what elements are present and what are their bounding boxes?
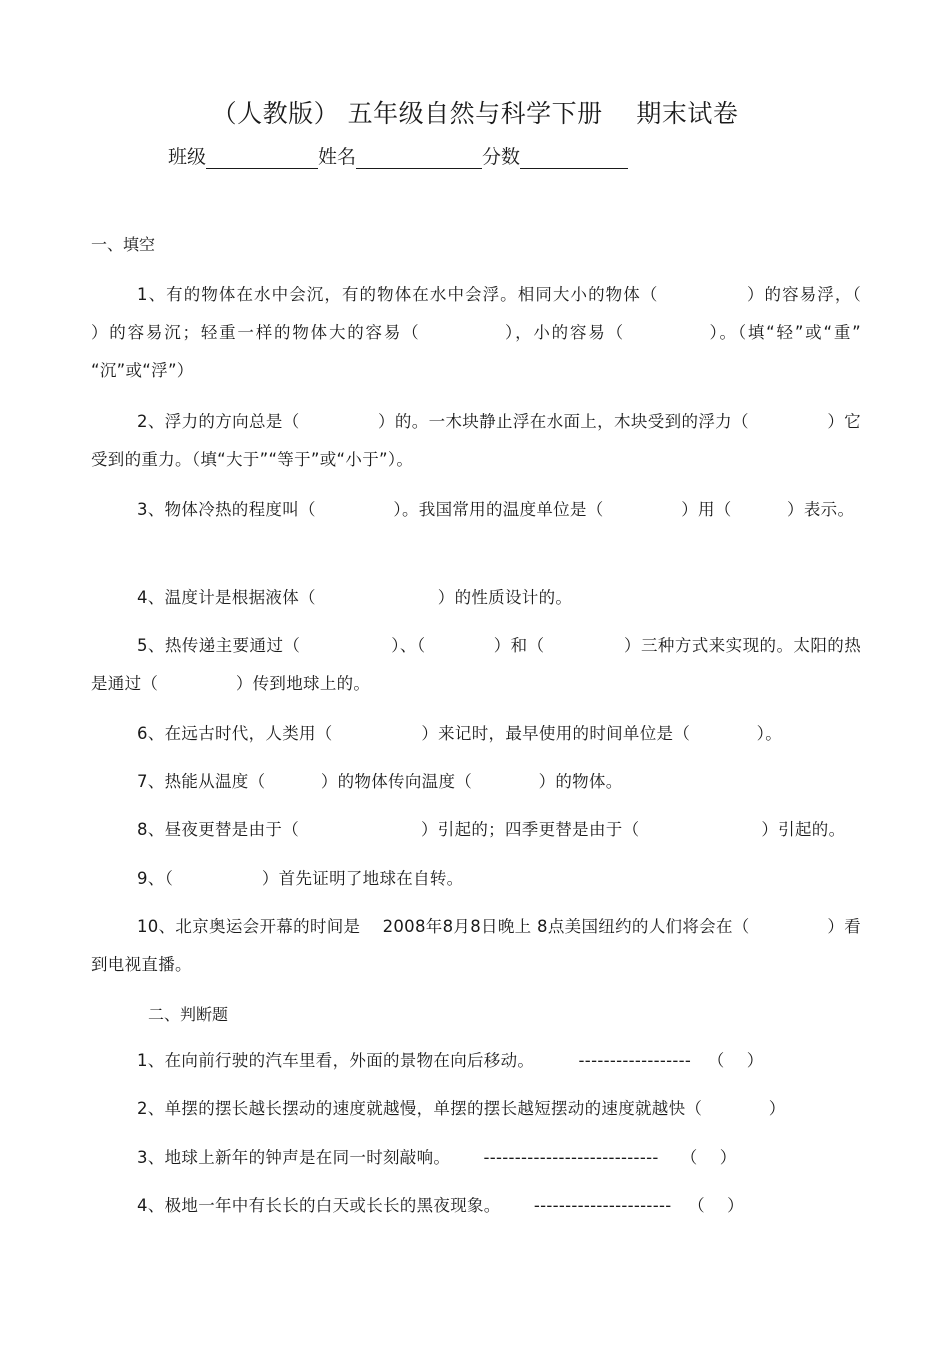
fill-question-10: 10、北京奥运会开幕的时间是 2008年8月8日晚上 8点美国纽约的人们将会在（ ）看到电视直播。: [91, 917, 861, 974]
fill-question-2: 2、浮力的方向总是（ ）的。一木块静止浮在水面上，木块受到的浮力（ ）它受到的重力。（填“大于”“等于”或“小于”）。: [91, 412, 861, 469]
score-blank[interactable]: [520, 146, 628, 169]
exam-title: （人教版） 五年级自然与科学下册 期末试卷: [211, 99, 739, 128]
section-true-false-heading: 二、判断题: [148, 1005, 229, 1024]
fill-question-1: 1、有的物体在水中会沉，有的物体在水中会浮。相同大小的物体（ ）的容易浮，（ ）的容易沉；轻重一样的物体大的容易（ ），小的容易（ ）。（填“轻”或“重” “沉”或“浮”）: [91, 285, 917, 380]
section-fill-in-heading: 一、填空: [91, 235, 156, 254]
name-blank[interactable]: [356, 146, 482, 169]
class-label: 班级: [168, 146, 207, 168]
student-info-line: [168, 142, 628, 172]
fill-question-5: 5、热传递主要通过（ ）、（ ）和（ ）三种方式来实现的。太阳的热是通过（ ）传到地球上的。: [91, 636, 861, 693]
judge-question-2: 2、单摆的摆长越长摆动的速度就越慢，单摆的摆长越短摆动的速度就越快（ ）: [137, 1099, 786, 1118]
class-blank[interactable]: [206, 146, 318, 169]
fill-question-4: 4、温度计是根据液体（ ）的性质设计的。: [137, 588, 573, 607]
score-label: 分数: [482, 146, 521, 168]
fill-question-7: 7、热能从温度（ ）的物体传向温度（ ）的物体。: [137, 772, 623, 791]
judge-question-3: 3、地球上新年的钟声是在同一时刻敲响。 ---------------------------- （ ）: [137, 1148, 737, 1167]
judge-question-1: 1、在向前行驶的汽车里看，外面的景物在向后移动。 ------------------ （ ）: [137, 1051, 764, 1070]
fill-question-8: 8、昼夜更替是由于（ ）引起的；四季更替是由于（ ）引起的。: [137, 820, 846, 839]
fill-question-9: 9、（ ）首先证明了地球在自转。: [137, 869, 464, 888]
fill-question-6: 6、在远古时代，人类用（ ）来记时，最早使用的时间单位是（ ）。: [137, 724, 783, 743]
name-label: 姓名: [318, 146, 357, 168]
judge-question-4: 4、极地一年中有长长的白天或长长的黑夜现象。 ---------------------- （ ）: [137, 1196, 744, 1215]
fill-question-3: 3、物体冷热的程度叫（ ）。我国常用的温度单位是（ ）用（ ）表示。: [137, 500, 855, 519]
